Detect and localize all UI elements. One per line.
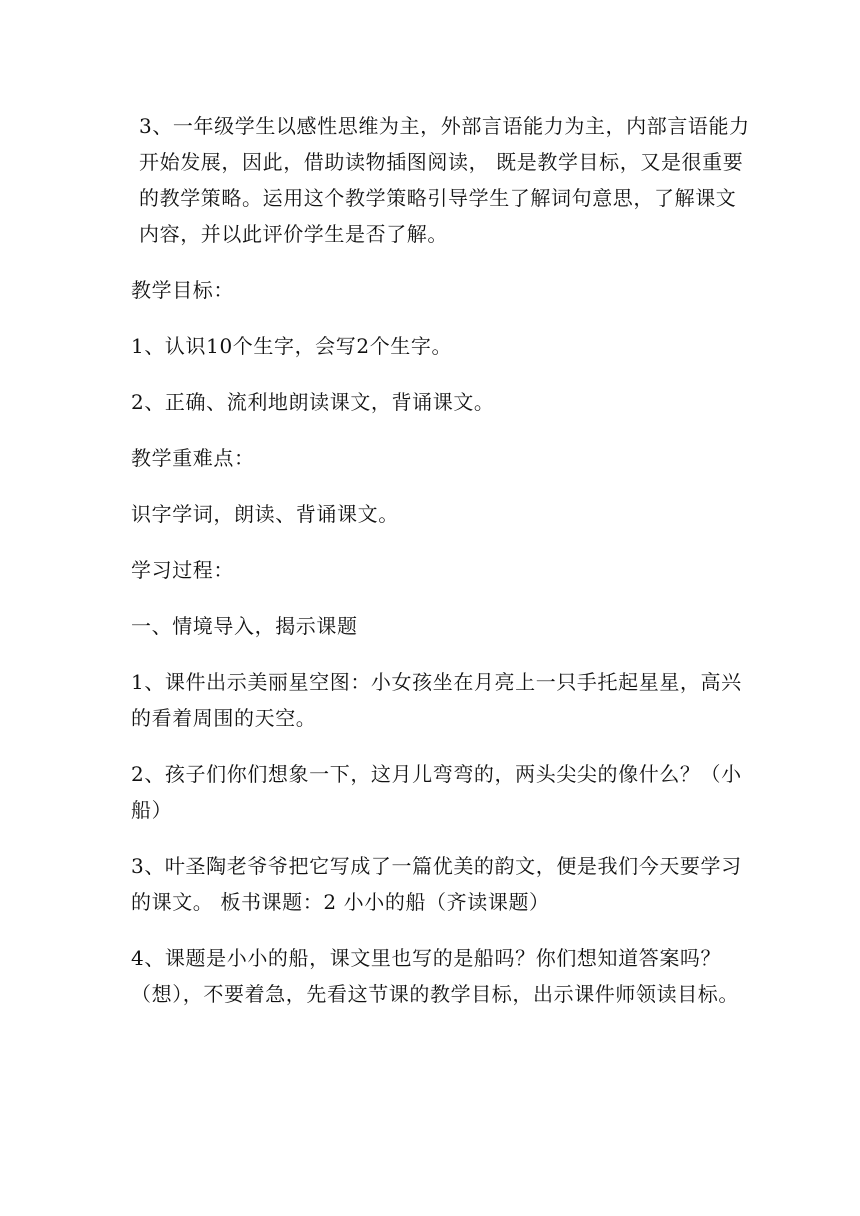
goal-item-1: 1、认识10个生字，会写2个生字。 bbox=[131, 334, 453, 358]
section-heading-introduction: 一、情境导入，揭示课题 bbox=[131, 614, 358, 638]
process-step-1: 1、课件出示美丽星空图：小女孩坐在月亮上一只手托起星星，高兴的看着周围的天空。 bbox=[131, 670, 742, 730]
document-body bbox=[131, 108, 751, 1012]
process-step-3: 3、叶圣陶老爷爷把它写成了一篇优美的韵文，便是我们今天要学习的课文。 板书课题：2 小小的船（齐读课题） bbox=[131, 854, 742, 914]
heading-learning-process: 学习过程： bbox=[131, 558, 234, 582]
goal-item-2: 2、正确、流利地朗读课文，背诵课文。 bbox=[131, 390, 495, 414]
heading-teaching-goals: 教学目标： bbox=[131, 278, 234, 302]
key-difficulties-text: 识字学词，朗读、背诵课文。 bbox=[131, 502, 399, 526]
paragraph-strategy: 3、一年级学生以感性思维为主，外部言语能力为主，内部言语能力开始发展，因此，借助读物插图阅读， 既是教学目标，又是很重要的教学策略。运用这个教学策略引导学生了解词句意思，了解课文内容，并以此评价学生是否了解。 bbox=[139, 114, 750, 246]
heading-key-difficulties: 教学重难点： bbox=[131, 446, 255, 470]
process-step-4: 4、课题是小小的船，课文里也写的是船吗？你们想知道答案吗？（想），不要着急，先看这节课的教学目标，出示课件师领读目标。 bbox=[131, 946, 739, 1006]
process-step-2: 2、孩子们你们想象一下，这月儿弯弯的，两头尖尖的像什么？（小船） bbox=[131, 762, 742, 822]
